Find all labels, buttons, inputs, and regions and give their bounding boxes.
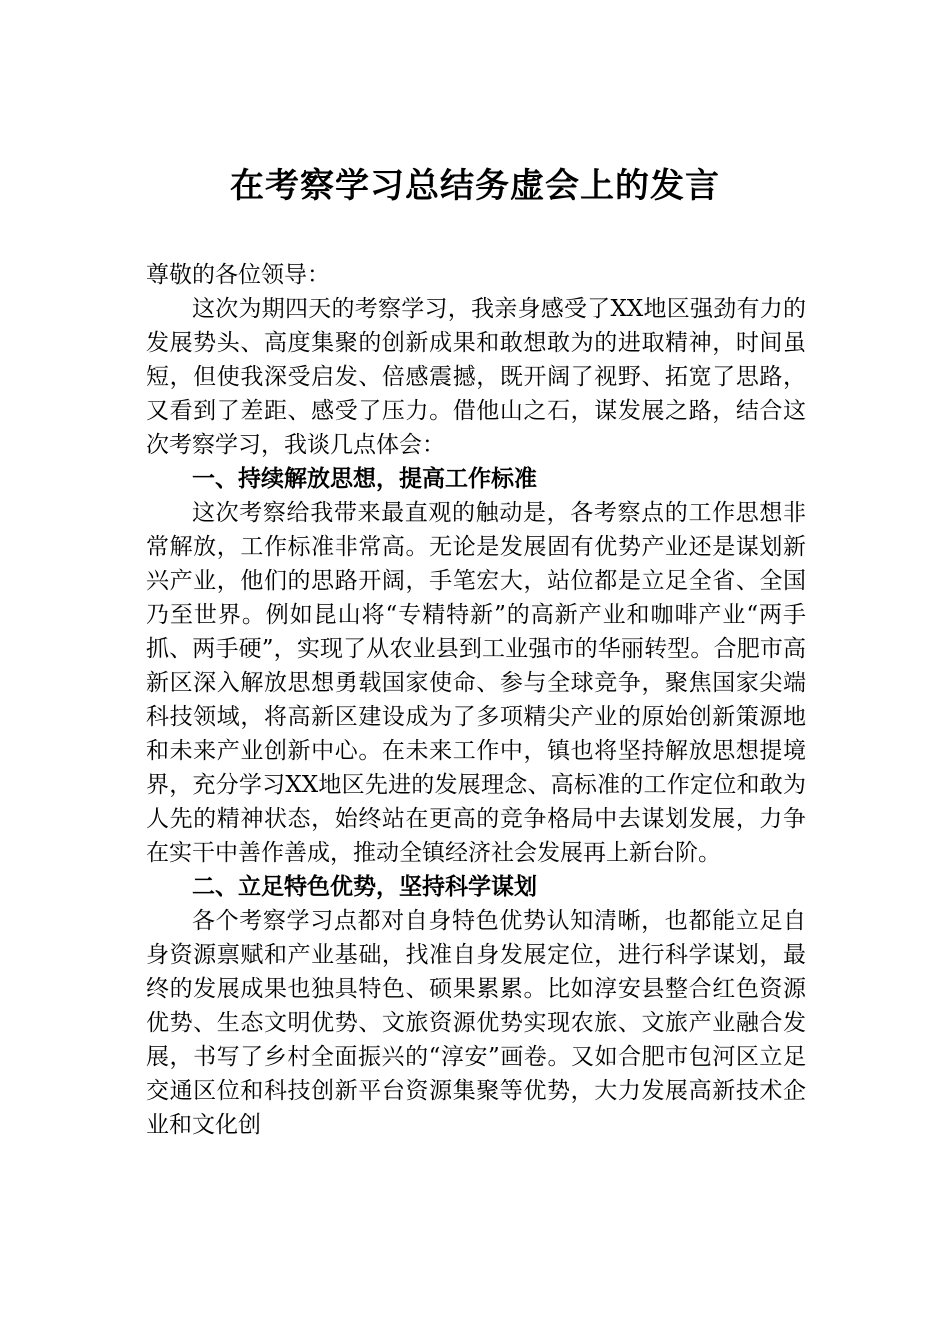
section-heading-1: 一、持续解放思想，提高工作标准 [192, 466, 537, 492]
intro-paragraph: 这次为期四天的考察学习，我亲身感受了XX地区强劲有力的发展势头、高度集聚的创新成果和敢想敢为的进取精神，时间虽短，但使我深受启发、倍感震撼，既开阔了视野、拓宽了思路，又看到了差距、感受了压力。借他山之石，谋发展之路，结合这次考察学习，我谈几点体会： [146, 296, 806, 458]
document-title: 在考察学习总结务虚会上的发言 [230, 166, 720, 206]
salutation: 尊敬的各位领导： [146, 262, 330, 288]
section-paragraph-2: 各个考察学习点都对自身特色优势认知清晰，也都能立足自身资源禀赋和产业基础，找准自身发展定位，进行科学谋划，最终的发展成果也独具特色、硕果累累。比如淳安县整合红色资源优势、生态文明优势、文旅资源优势实现农旅、文旅产业融合发展，书写了乡村全面振兴的“淳安”画卷。又如合肥市包河区立足交通区位和科技创新平台资源集聚等优势，大力发展高新技术企业和文化创 [146, 908, 806, 1138]
section-paragraph-1: 这次考察给我带来最直观的触动是，各考察点的工作思想非常解放，工作标准非常高。无论是发展固有优势产业还是谋划新兴产业，他们的思路开阔，手笔宏大，站位都是立足全省、全国乃至世界。例如昆山将“专精特新”的高新产业和咖啡产业“两手抓、两手硬”，实现了从农业县到工业强市的华丽转型。合肥市高新区深入解放思想勇载国家使命、参与全球竞争，聚焦国家尖端科技领域，将高新区建设成为了多项精尖产业的原始创新策源地和未来产业创新中心。在未来工作中，镇也将坚持解放思想提境界，充分学习XX地区先进的发展理念、高标准的工作定位和敢为人先的精神状态，始终站在更高的竞争格局中去谋划发展，力争在实干中善作善成，推动全镇经济社会发展再上新台阶。 [146, 500, 806, 866]
section-heading-2: 二、立足特色优势，坚持科学谋划 [192, 874, 537, 900]
document-body [146, 258, 806, 1142]
